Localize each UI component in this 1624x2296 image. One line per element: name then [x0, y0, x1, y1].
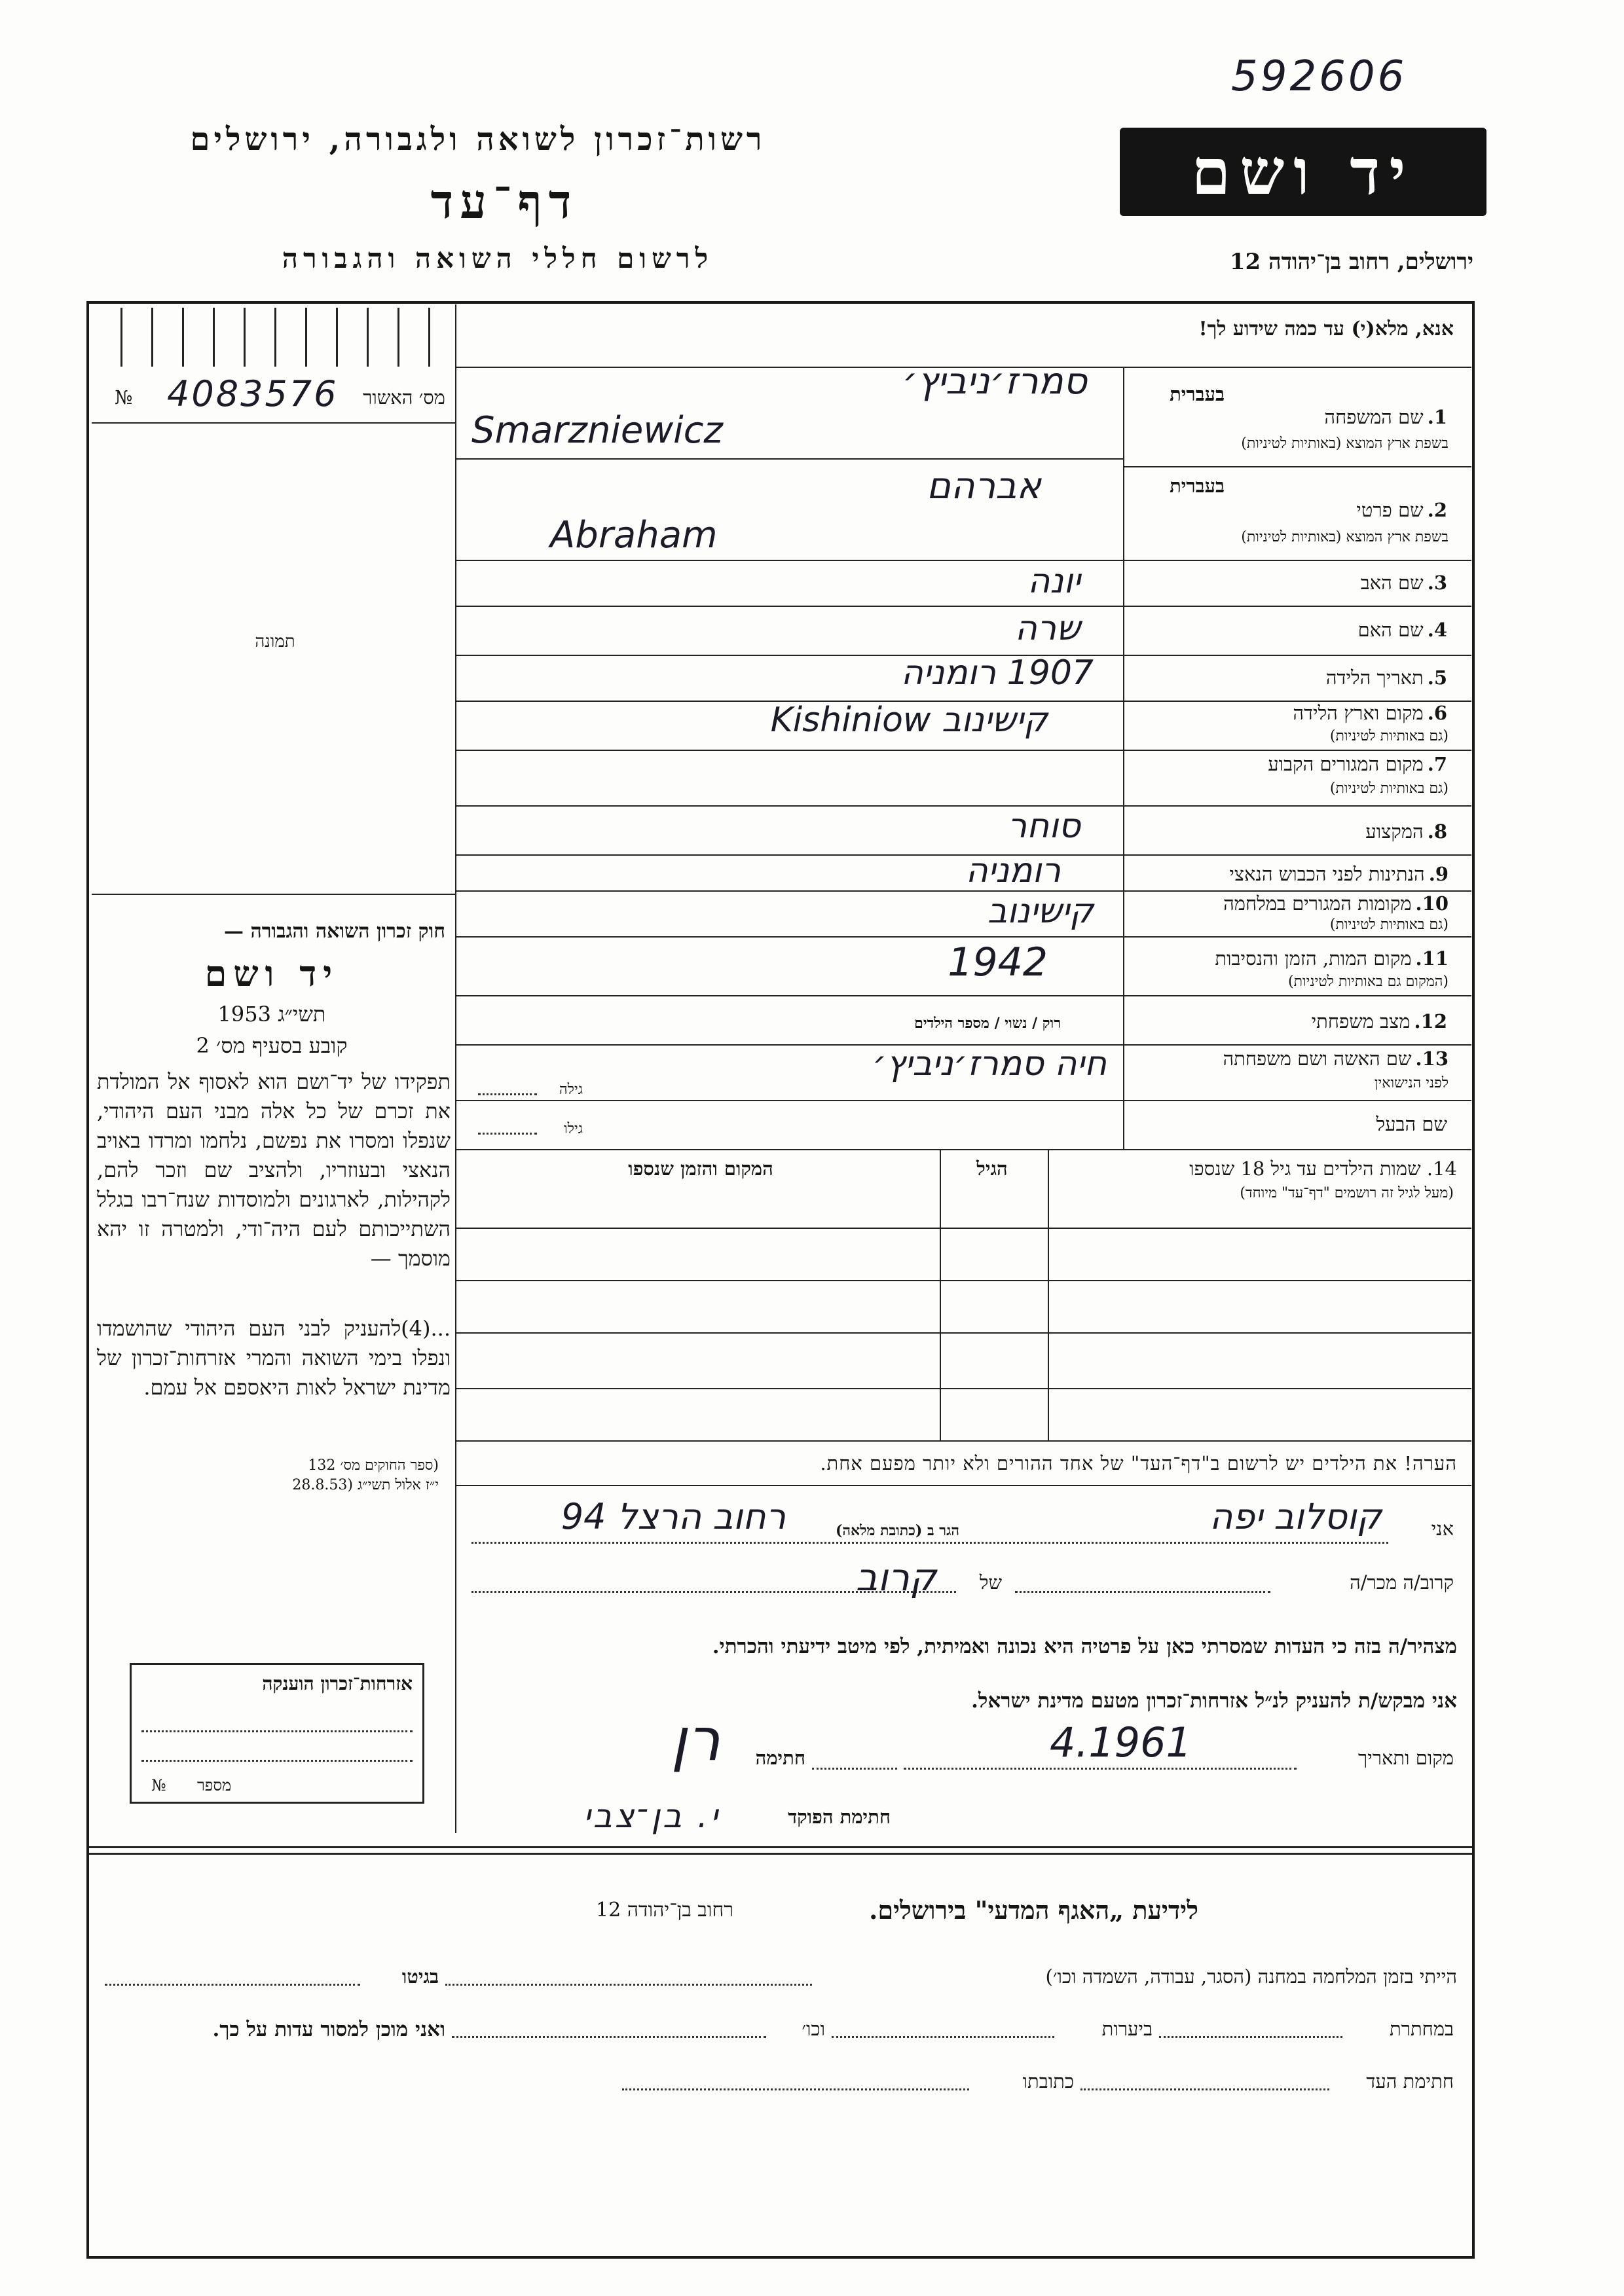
husband-age-dots [478, 1133, 537, 1135]
footer-line1-dots-2 [105, 1984, 360, 1986]
row9-label-text: הנתינות לפני הכבוש הנאצי [1229, 863, 1425, 885]
law-text: תפקידו של יד־ושם הוא לאסוף אל המולדת את זכרם של כל אלה מבני העם היהודי, שנפלו ומסרו את נפשם, נלחמו ומרדו באויב הנאצי ובעוזריו, ולהציב שם וזכר להם, לקהילות, לארגונים ולמוסדות שנח־רבו בגלל השתייכותם לעם היה־ודי, ולמטרה זו יהא מוסמך — [97, 1069, 451, 1271]
place-date-label: מקום ותאריך [1357, 1747, 1454, 1769]
footer-line1-end: בגיטו [401, 1965, 439, 1988]
row13-label [1128, 1048, 1449, 1070]
law-text-2: ...(4)להעניק לבני העם היהודי שהושמדו ונפלו בימי השואה והמרי אזרחות־זכרון של מדינת ישראל לאות היאספם אל עמם. [97, 1316, 451, 1400]
row1-side-label: בעברית [1170, 383, 1225, 405]
footer-divider-bottom [89, 1853, 1472, 1855]
row-line [1124, 466, 1471, 467]
relation-of: של [979, 1571, 1002, 1594]
footer-line2-dots-b [832, 2036, 1054, 2038]
footer-line2-dots-c [452, 2036, 766, 2038]
row3-label-text: שם האב [1360, 572, 1424, 594]
photo-placeholder-label: תמונה [255, 632, 295, 651]
row5-label [1133, 666, 1447, 689]
row4-value: שרה [1014, 609, 1080, 648]
footer-line2-dots-a [1159, 2036, 1342, 2038]
law-name: יד ושם [204, 953, 339, 994]
row13-label-text: שם האשה ושם משפחתה [1223, 1048, 1412, 1070]
cert-number-label: מס׳ האשור [363, 386, 445, 409]
row-line [456, 750, 1471, 751]
row1-num: 1. [1427, 406, 1447, 428]
place-date-value: 4.1961 [1050, 1719, 1192, 1766]
row11-num: 11. [1415, 947, 1449, 970]
note-text: הערה! את הילדים יש לרשום ב"דף־העד" של אחד ההורים ולא יותר מפעם אחת. [820, 1452, 1457, 1474]
label-column-divider [1123, 367, 1124, 1149]
row2-value-hebrew: אברהם [926, 465, 1041, 507]
row10-label-text: מקומות המגורים במלחמה [1223, 892, 1412, 915]
row1-value-latin: Smarzniewicz [471, 409, 723, 452]
row2-num: 2. [1427, 499, 1447, 521]
footer-line1: הייתי בזמן המלחמה במחנה (הסגר, עבודה, השמדה וכו׳) [1045, 1965, 1457, 1988]
witness-name-value: קוסלוב יפה [1209, 1496, 1382, 1537]
witness-line [471, 1542, 1388, 1544]
row12-label-text: מצב משפחתי [1311, 1010, 1411, 1032]
row3-label [1133, 572, 1447, 594]
witness-address-label: הגר ב (כתובת מלאה) [835, 1522, 959, 1539]
law-clause: קובע בסעיף מס׳ 2 [196, 1033, 348, 1058]
children-title: 14. שמות הילדים עד גיל 18 שנספו [1189, 1157, 1457, 1180]
row-line [456, 936, 1471, 938]
children-sub: (מעל לגיל זה רושמים "דף־עד" מיוחד) [1240, 1185, 1454, 1201]
row5-num: 5. [1427, 666, 1447, 689]
citizenship-dots-1 [141, 1730, 413, 1732]
witness-prefix: אני [1431, 1518, 1454, 1540]
authority-title: רשות־זכרון לשואה ולגבורה, ירושלים [190, 121, 766, 158]
request-text: אני מבקש/ת להעניק לנ״ל אזרחות־זכרון מטעם מדינת ישראל. [971, 1689, 1457, 1713]
law-title: חוק זכרון השואה והגבורה — [224, 920, 445, 943]
row12-label [1133, 1010, 1447, 1032]
row11-label-text: מקום המות, הזמן והנסיבות [1215, 947, 1412, 970]
children-col-1 [1048, 1149, 1049, 1440]
row10-sub: (גם באותיות לטיניות) [1329, 917, 1449, 933]
row6-label-text: מקום וארץ הלידה [1293, 702, 1424, 724]
row6-label [1133, 702, 1447, 724]
footer-title: לידיעת „האגף המדעי" בירושלים. [869, 1895, 1198, 1925]
header-address: ירושלים, רחוב בן־יהודה 12 [1229, 249, 1473, 275]
form-title: דף־עד [430, 173, 578, 229]
children-bottom [456, 1440, 1471, 1442]
row1-label-text: שם המשפחה [1324, 406, 1424, 428]
relation-value: קרוב [855, 1555, 936, 1599]
footer-line2-underground: במחתרת [1390, 2018, 1454, 2040]
row5-value: 1907 רומניה [900, 653, 1094, 693]
children-age-header: הגיל [976, 1157, 1008, 1180]
note-divider [456, 1485, 1471, 1486]
footer-line3-dots-a [1080, 2088, 1329, 2090]
row8-label [1133, 820, 1447, 843]
footer-line1-dots [445, 1984, 812, 1986]
row10-label [1128, 892, 1449, 915]
relation-label: קרוב/ה מכר/ה [1350, 1571, 1454, 1594]
relation-dots-1 [1015, 1591, 1270, 1593]
cert-number-mark: № [115, 386, 133, 409]
row-line [456, 995, 1471, 996]
row6-num: 6. [1427, 702, 1447, 724]
officer-signature-value: י. בן־צבי [583, 1797, 720, 1835]
row1-sub: בשפת ארץ המוצא (באותיות לטיניות) [1241, 435, 1449, 452]
place-date-dots [904, 1768, 1297, 1770]
row2-label [1231, 499, 1447, 521]
photo-box-bottom [92, 894, 455, 895]
citizenship-box [130, 1663, 424, 1804]
row13-value: חיה סמרז׳ניביץ׳ [872, 1044, 1107, 1084]
officer-signature-label: חתימת הפוקד [788, 1806, 891, 1828]
row7-num: 7. [1427, 753, 1447, 775]
footer-witness-address: כתובתו [1022, 2070, 1074, 2092]
footer-line2-etc: וכו׳ [802, 2018, 825, 2040]
footer-line2-end: ואני מוכן למסור עדות על כך. [212, 2018, 445, 2041]
logo-text: יד ושם [1191, 135, 1415, 209]
footer-title-address: רחוב בן־יהודה 12 [596, 1899, 733, 1922]
row-line [456, 606, 1471, 607]
left-panel-divider [455, 304, 456, 1833]
signature-value: רן [671, 1705, 720, 1774]
row3-num: 3. [1427, 572, 1447, 594]
husband-label: שם הבעל [1376, 1113, 1447, 1135]
row7-label [1133, 753, 1447, 775]
cert-number-underline [92, 422, 455, 424]
row7-sub: (גם באותיות לטיניות) [1329, 780, 1449, 797]
row8-value: סוחר [1007, 807, 1080, 846]
row12-num: 12. [1414, 1010, 1447, 1032]
law-reference-date: י״ז אלול תשי״ג (28.8.53 [292, 1477, 439, 1493]
archive-stamp-number: 592606 [1231, 52, 1407, 101]
row3-value: יונה [1027, 562, 1080, 601]
footer-line3-dots-b [622, 2088, 969, 2090]
row-line [456, 1100, 1471, 1101]
row-line [456, 458, 1124, 460]
law-year: תשי״ג 1953 [217, 1002, 326, 1027]
children-row-4 [456, 1388, 1471, 1389]
row1-value-hebrew: סמרז׳ניביץ׳ [902, 360, 1087, 403]
row6-value: קישינוב Kishiniow [770, 701, 1048, 740]
witness-address-value: רחוב הרצל 94 [561, 1496, 786, 1537]
children-row-2 [456, 1280, 1471, 1281]
form-instruction: אנא, מלא(י) עד כמה שידוע לך! [1198, 318, 1454, 340]
row13-num: 13. [1415, 1048, 1449, 1070]
law-reference: (ספר החוקים מס׳ 132 [308, 1457, 439, 1474]
row8-num: 8. [1427, 820, 1447, 843]
row4-label [1133, 619, 1447, 641]
row2-value-latin: Abraham [550, 514, 718, 556]
row9-num: 9. [1428, 863, 1449, 885]
row11-label [1128, 947, 1449, 970]
citizenship-no-mark: № [151, 1776, 166, 1795]
declaration-text: מצהיר/ה בזה כי העדות שמסרתי כאן על פרטיה היא נכונה ואמיתית, לפי מיטב ידיעתי והכרתי. [712, 1635, 1457, 1658]
row6-sub: (גם באותיות לטיניות) [1329, 728, 1449, 744]
row9-value: רומניה [965, 851, 1061, 890]
signature-label: חתימה [755, 1747, 805, 1769]
row4-label-text: שם האם [1357, 619, 1424, 641]
children-row-3 [456, 1332, 1471, 1334]
row7-label-text: מקום המגורים הקבוע [1268, 753, 1424, 775]
footer-witness-signature: חתימת העד [1366, 2070, 1454, 2092]
cert-number-ticks [92, 308, 452, 367]
row1-label [1231, 406, 1447, 428]
signature-dots [812, 1768, 897, 1770]
row11-sub: (המקום גם באותיות לטיניות) [1288, 974, 1449, 990]
children-place-header: המקום והזמן שנספו [628, 1157, 773, 1180]
row13-sub: לפני הנישואין [1374, 1075, 1449, 1091]
yad-vashem-logo [1120, 128, 1486, 216]
row11-value: 1942 [948, 939, 1048, 985]
wife-age-dots [478, 1093, 537, 1095]
cert-number-value: 4083576 [167, 373, 339, 414]
children-row-1 [456, 1228, 1471, 1229]
footer-divider-top [89, 1846, 1472, 1848]
wife-age-label: גילה [559, 1082, 583, 1098]
row2-label-text: שם פרטי [1356, 499, 1424, 521]
husband-age-label: גילו [564, 1121, 583, 1137]
citizenship-box-title: אזרחות־זכרון הוענקה [262, 1673, 413, 1694]
row10-value: קישינוב [987, 892, 1094, 931]
row4-num: 4. [1427, 619, 1447, 641]
row-line [456, 560, 1471, 561]
row2-side-label: בעברית [1170, 475, 1225, 497]
row8-label-text: המקצוע [1365, 820, 1424, 843]
footer-line2-forests: ביערות [1101, 2018, 1153, 2040]
row10-num: 10. [1415, 892, 1449, 915]
children-col-2 [940, 1149, 941, 1440]
row5-label-text: תאריך הלידה [1325, 666, 1424, 689]
form-subtitle: לרשום חללי השואה והגבורה [282, 242, 714, 274]
citizenship-no-label: מספר [197, 1776, 232, 1795]
row9-label [1128, 863, 1449, 885]
row2-sub: בשפת ארץ המוצא (באותיות לטיניות) [1241, 529, 1449, 545]
marital-options: רוק / נשוי / מספר הילדים [914, 1015, 1061, 1032]
citizenship-dots-2 [141, 1760, 413, 1762]
row-line [456, 1149, 1471, 1150]
